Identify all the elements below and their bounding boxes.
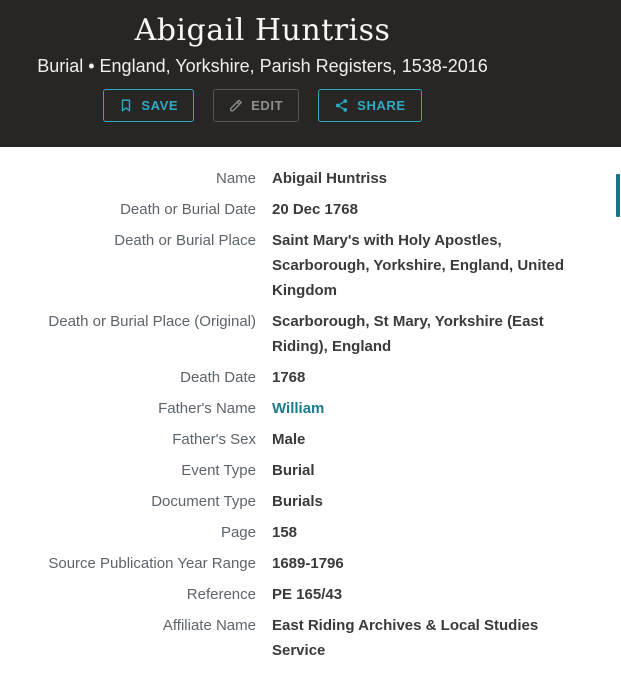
page-title: Abigail Huntriss [134, 13, 391, 48]
field-label: Death or Burial Place (Original) [48, 313, 256, 330]
field-label: Death or Burial Place [114, 232, 256, 249]
field-label: Name [215, 170, 256, 187]
table-row [0, 365, 621, 390]
field-value: Abigail Huntriss [272, 170, 388, 187]
field-label: Death or Burial Date [120, 201, 256, 218]
field-label: Event Type [181, 462, 256, 479]
field-value [272, 396, 584, 421]
table-row [0, 458, 621, 483]
field-value: Saint Mary's with Holy Apostles, Scarborough, Yorkshire, England, United Kingdom [272, 232, 564, 299]
field-value: Burials [272, 493, 323, 510]
field-label: Source Publication Year Range [48, 555, 256, 572]
table-row [0, 309, 621, 359]
field-value: East Riding Archives & Local Studies Service [272, 617, 539, 659]
table-row [0, 228, 621, 303]
edit-button[interactable] [213, 89, 299, 122]
share-button[interactable] [318, 89, 422, 122]
field-label: Affiliate Name [162, 617, 256, 634]
table-row [0, 489, 621, 514]
table-row [0, 396, 621, 421]
field-value: Burial [272, 462, 315, 479]
record-header [0, 0, 621, 147]
pencil-icon [229, 98, 243, 113]
table-row [0, 520, 621, 545]
field-label: Father's Name [158, 400, 256, 417]
edit-button-label: EDIT [251, 98, 284, 113]
share-button-label: SHARE [357, 98, 406, 113]
table-row [0, 551, 621, 576]
share-nodes-icon [334, 98, 349, 113]
field-label: Document Type [151, 493, 256, 510]
bookmark-icon [119, 98, 133, 113]
record-header-inner [0, 0, 525, 122]
field-label: Death Date [180, 369, 256, 386]
save-button[interactable] [103, 89, 194, 122]
field-value-link[interactable]: William [272, 400, 325, 417]
table-row [0, 166, 621, 191]
field-value: 1689-1796 [272, 555, 344, 572]
table-row [0, 582, 621, 607]
table-row [0, 613, 621, 663]
record-subtitle: Burial • England, Yorkshire, Parish Registers, 1538-2016 [37, 56, 488, 76]
field-value: Male [272, 431, 306, 448]
header-button-row [0, 89, 525, 122]
field-value: 20 Dec 1768 [272, 201, 358, 218]
field-label: Page [220, 524, 256, 541]
field-value: PE 165/43 [272, 586, 343, 603]
record-detail-table [0, 147, 621, 663]
field-label: Father's Sex [172, 431, 256, 448]
table-row [0, 197, 621, 222]
save-button-label: SAVE [141, 98, 179, 113]
vertical-scrollbar-thumb[interactable] [616, 174, 620, 217]
field-label: Reference [186, 586, 256, 603]
table-row [0, 427, 621, 452]
field-value: 158 [272, 524, 298, 541]
field-value: Scarborough, St Mary, Yorkshire (East Riding), England [272, 313, 544, 355]
field-value: 1768 [272, 369, 306, 386]
